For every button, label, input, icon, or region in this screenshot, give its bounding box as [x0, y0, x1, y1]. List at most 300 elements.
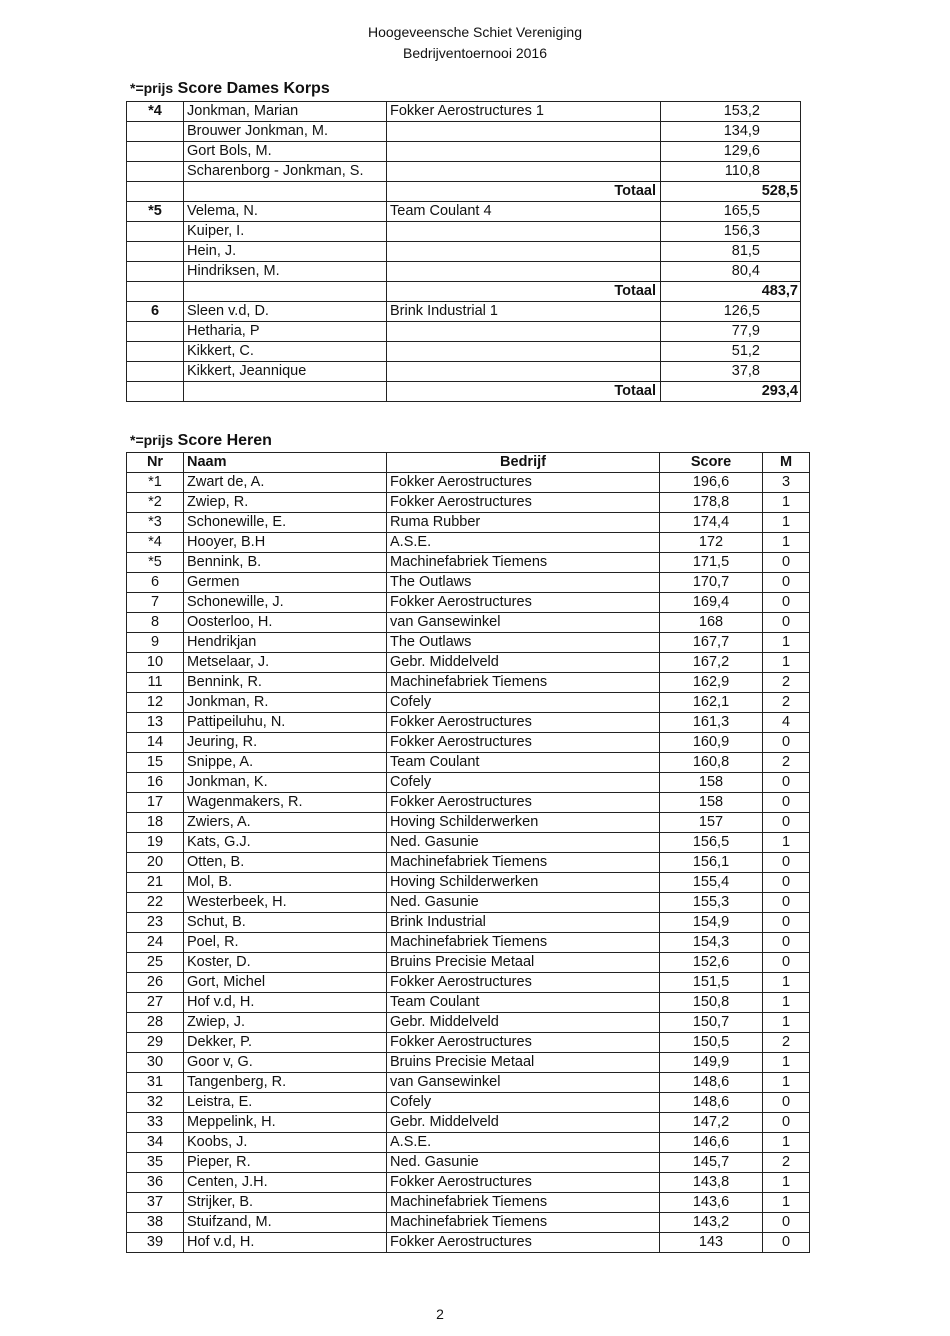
rank-cell: 39: [127, 1233, 184, 1253]
name-cell: Oosterloo, H.: [184, 613, 387, 633]
rank-cell: 6: [127, 302, 184, 322]
m-cell: 1: [763, 1073, 810, 1093]
rank-cell: 8: [127, 613, 184, 633]
score-cell: 80,4: [661, 262, 801, 282]
dames-score-table: [126, 101, 801, 402]
rank-cell: 24: [127, 933, 184, 953]
document-subtitle: Bedrijventoernooi 2016: [403, 45, 547, 61]
name-cell: Mol, B.: [184, 873, 387, 893]
score-cell: 143,2: [660, 1213, 763, 1233]
name-cell: Schut, B.: [184, 913, 387, 933]
score-cell: 51,2: [661, 342, 801, 362]
company-cell: Gebr. Middelveld: [387, 1113, 660, 1133]
m-cell: 0: [763, 933, 810, 953]
m-cell: 0: [763, 733, 810, 753]
column-header-score: Score: [660, 453, 763, 473]
rank-cell: 38: [127, 1213, 184, 1233]
score-cell: 157: [660, 813, 763, 833]
name-cell: Jonkman, R.: [184, 693, 387, 713]
score-cell: 77,9: [661, 322, 801, 342]
heren-table-row: [127, 533, 810, 553]
dames-section-heading: [130, 80, 330, 98]
company-cell: van Gansewinkel: [387, 1073, 660, 1093]
m-cell: 0: [763, 613, 810, 633]
column-header-naam: Naam: [184, 453, 387, 473]
heren-table-row: [127, 973, 810, 993]
score-cell: 81,5: [661, 242, 801, 262]
name-cell: Hindriksen, M.: [184, 262, 387, 282]
m-cell: 1: [763, 533, 810, 553]
rank-cell: 12: [127, 693, 184, 713]
heren-table-row: [127, 1013, 810, 1033]
score-cell: 148,6: [660, 1093, 763, 1113]
heren-table-row: [127, 993, 810, 1013]
name-cell: [184, 282, 387, 302]
heren-table-row: [127, 753, 810, 773]
company-cell: Fokker Aerostructures: [387, 1033, 660, 1053]
rank-cell: 35: [127, 1153, 184, 1173]
score-cell: 148,6: [660, 1073, 763, 1093]
company-cell: Bruins Precisie Metaal: [387, 1053, 660, 1073]
heren-table-row: [127, 833, 810, 853]
m-cell: 0: [763, 773, 810, 793]
page-number: 2: [436, 1306, 444, 1322]
company-cell: Hoving Schilderwerken: [387, 873, 660, 893]
company-cell: [387, 262, 661, 282]
rank-cell: [127, 282, 184, 302]
total-value: 293,4: [661, 382, 801, 402]
company-cell: Cofely: [387, 693, 660, 713]
m-cell: 0: [763, 1113, 810, 1133]
score-cell: 167,7: [660, 633, 763, 653]
name-cell: Zwart de, A.: [184, 473, 387, 493]
rank-cell: [127, 382, 184, 402]
company-cell: Brink Industrial 1: [387, 302, 661, 322]
dames-total-row: [127, 282, 801, 302]
rank-cell: [127, 322, 184, 342]
rank-cell: [127, 262, 184, 282]
company-cell: Team Coulant 4: [387, 202, 661, 222]
score-cell: 172: [660, 533, 763, 553]
heren-table-row: [127, 1133, 810, 1153]
m-cell: 1: [763, 1193, 810, 1213]
m-cell: 0: [763, 573, 810, 593]
rank-cell: 29: [127, 1033, 184, 1053]
company-cell: Ned. Gasunie: [387, 893, 660, 913]
rank-cell: 34: [127, 1133, 184, 1153]
name-cell: Snippe, A.: [184, 753, 387, 773]
m-cell: 0: [763, 553, 810, 573]
name-cell: Pieper, R.: [184, 1153, 387, 1173]
heren-table-row: [127, 853, 810, 873]
m-cell: 1: [763, 1053, 810, 1073]
heren-section-heading: [130, 432, 272, 450]
name-cell: Otten, B.: [184, 853, 387, 873]
score-cell: 152,6: [660, 953, 763, 973]
total-label: Totaal: [387, 182, 661, 202]
score-cell: 143: [660, 1233, 763, 1253]
dames-member-row: [127, 142, 801, 162]
score-cell: 129,6: [661, 142, 801, 162]
heren-table-row: [127, 633, 810, 653]
name-cell: Hof v.d, H.: [184, 993, 387, 1013]
dames-member-row: [127, 322, 801, 342]
score-cell: 147,2: [660, 1113, 763, 1133]
rank-cell: 6: [127, 573, 184, 593]
rank-cell: *4: [127, 533, 184, 553]
name-cell: Kikkert, C.: [184, 342, 387, 362]
total-label: Totaal: [387, 382, 661, 402]
score-cell: 146,6: [660, 1133, 763, 1153]
m-cell: 0: [763, 813, 810, 833]
rank-cell: 19: [127, 833, 184, 853]
rank-cell: 9: [127, 633, 184, 653]
table-header-row: [127, 453, 810, 473]
rank-cell: 13: [127, 713, 184, 733]
dames-member-row: [127, 102, 801, 122]
company-cell: [387, 242, 661, 262]
score-cell: 151,5: [660, 973, 763, 993]
score-cell: 167,2: [660, 653, 763, 673]
name-cell: Poel, R.: [184, 933, 387, 953]
score-cell: 37,8: [661, 362, 801, 382]
score-cell: 158: [660, 793, 763, 813]
score-cell: 160,9: [660, 733, 763, 753]
company-cell: Ned. Gasunie: [387, 1153, 660, 1173]
score-cell: 196,6: [660, 473, 763, 493]
m-cell: 0: [763, 593, 810, 613]
m-cell: 2: [763, 1153, 810, 1173]
name-cell: Centen, J.H.: [184, 1173, 387, 1193]
rank-cell: *4: [127, 102, 184, 122]
company-cell: A.S.E.: [387, 1133, 660, 1153]
name-cell: Goor v, G.: [184, 1053, 387, 1073]
score-cell: 155,4: [660, 873, 763, 893]
m-cell: 2: [763, 673, 810, 693]
score-cell: 143,8: [660, 1173, 763, 1193]
company-cell: Cofely: [387, 1093, 660, 1113]
dames-member-row: [127, 342, 801, 362]
heren-table-row: [127, 813, 810, 833]
score-cell: 165,5: [661, 202, 801, 222]
score-cell: 149,9: [660, 1053, 763, 1073]
name-cell: Zwiep, R.: [184, 493, 387, 513]
heren-table-row: [127, 1073, 810, 1093]
rank-cell: [127, 362, 184, 382]
company-cell: Fokker Aerostructures: [387, 713, 660, 733]
name-cell: Westerbeek, H.: [184, 893, 387, 913]
company-cell: Gebr. Middelveld: [387, 1013, 660, 1033]
name-cell: Hein, J.: [184, 242, 387, 262]
company-cell: Fokker Aerostructures: [387, 733, 660, 753]
score-cell: 143,6: [660, 1193, 763, 1213]
name-cell: Brouwer Jonkman, M.: [184, 122, 387, 142]
name-cell: Wagenmakers, R.: [184, 793, 387, 813]
company-cell: Fokker Aerostructures: [387, 493, 660, 513]
rank-cell: [127, 342, 184, 362]
heren-section-title: Score Heren: [177, 432, 272, 449]
score-cell: 158: [660, 773, 763, 793]
heren-table-row: [127, 593, 810, 613]
heren-table-row: [127, 773, 810, 793]
company-cell: A.S.E.: [387, 533, 660, 553]
score-cell: 162,1: [660, 693, 763, 713]
company-cell: Team Coulant: [387, 753, 660, 773]
heren-table-row: [127, 513, 810, 533]
rank-cell: 25: [127, 953, 184, 973]
company-cell: [387, 322, 661, 342]
rank-cell: 14: [127, 733, 184, 753]
rank-cell: 30: [127, 1053, 184, 1073]
document-title: Hoogeveensche Schiet Vereniging: [367, 24, 583, 40]
company-cell: The Outlaws: [387, 573, 660, 593]
heren-table-row: [127, 793, 810, 813]
heren-table-row: [127, 1093, 810, 1113]
rank-cell: [127, 242, 184, 262]
dames-total-row: [127, 382, 801, 402]
total-value: 528,5: [661, 182, 801, 202]
name-cell: Jeuring, R.: [184, 733, 387, 753]
column-header-bedrijf: Bedrijf: [387, 453, 660, 473]
m-cell: 0: [763, 853, 810, 873]
name-cell: Jonkman, Marian: [184, 102, 387, 122]
company-cell: [387, 342, 661, 362]
column-header-m: M: [763, 453, 810, 473]
rank-cell: 31: [127, 1073, 184, 1093]
rank-cell: *2: [127, 493, 184, 513]
name-cell: Strijker, B.: [184, 1193, 387, 1213]
name-cell: Meppelink, H.: [184, 1113, 387, 1133]
m-cell: 0: [763, 1233, 810, 1253]
m-cell: 3: [763, 473, 810, 493]
score-cell: 174,4: [660, 513, 763, 533]
rank-cell: 15: [127, 753, 184, 773]
company-cell: [387, 122, 661, 142]
score-cell: 162,9: [660, 673, 763, 693]
company-cell: Ruma Rubber: [387, 513, 660, 533]
name-cell: Leistra, E.: [184, 1093, 387, 1113]
name-cell: Zwiers, A.: [184, 813, 387, 833]
rank-cell: 33: [127, 1113, 184, 1133]
name-cell: Gort, Michel: [184, 973, 387, 993]
rank-cell: [127, 142, 184, 162]
name-cell: Jonkman, K.: [184, 773, 387, 793]
heren-table-row: [127, 1233, 810, 1253]
score-cell: 150,8: [660, 993, 763, 1013]
name-cell: Gort Bols, M.: [184, 142, 387, 162]
name-cell: Kats, G.J.: [184, 833, 387, 853]
company-cell: Fokker Aerostructures 1: [387, 102, 661, 122]
company-cell: Team Coulant: [387, 993, 660, 1013]
m-cell: 1: [763, 513, 810, 533]
rank-cell: 28: [127, 1013, 184, 1033]
rank-cell: 26: [127, 973, 184, 993]
company-cell: Machinefabriek Tiemens: [387, 933, 660, 953]
dames-section-title: Score Dames Korps: [177, 80, 330, 97]
score-cell: 154,9: [660, 913, 763, 933]
rank-cell: *1: [127, 473, 184, 493]
company-cell: Brink Industrial: [387, 913, 660, 933]
score-cell: 150,7: [660, 1013, 763, 1033]
rank-cell: *3: [127, 513, 184, 533]
name-cell: Kuiper, I.: [184, 222, 387, 242]
rank-cell: 16: [127, 773, 184, 793]
company-cell: Machinefabriek Tiemens: [387, 553, 660, 573]
company-cell: The Outlaws: [387, 633, 660, 653]
heren-table-row: [127, 1213, 810, 1233]
m-cell: 0: [763, 1213, 810, 1233]
name-cell: Hooyer, B.H: [184, 533, 387, 553]
rank-cell: [127, 182, 184, 202]
score-cell: 160,8: [660, 753, 763, 773]
score-cell: 134,9: [661, 122, 801, 142]
company-cell: Machinefabriek Tiemens: [387, 673, 660, 693]
score-cell: 170,7: [660, 573, 763, 593]
dames-total-row: [127, 182, 801, 202]
m-cell: 1: [763, 493, 810, 513]
heren-table-row: [127, 893, 810, 913]
name-cell: Schonewille, J.: [184, 593, 387, 613]
name-cell: Sleen v.d, D.: [184, 302, 387, 322]
rank-cell: 32: [127, 1093, 184, 1113]
total-label: Totaal: [387, 282, 661, 302]
score-cell: 110,8: [661, 162, 801, 182]
total-value: 483,7: [661, 282, 801, 302]
m-cell: 0: [763, 873, 810, 893]
company-cell: [387, 222, 661, 242]
name-cell: Velema, N.: [184, 202, 387, 222]
dames-member-row: [127, 242, 801, 262]
score-cell: 161,3: [660, 713, 763, 733]
rank-cell: 21: [127, 873, 184, 893]
m-cell: 0: [763, 893, 810, 913]
dames-member-row: [127, 222, 801, 242]
name-cell: Hetharia, P: [184, 322, 387, 342]
heren-table-row: [127, 1173, 810, 1193]
name-cell: Dekker, P.: [184, 1033, 387, 1053]
m-cell: 2: [763, 753, 810, 773]
name-cell: Koobs, J.: [184, 1133, 387, 1153]
heren-table-row: [127, 553, 810, 573]
heren-table-row: [127, 1193, 810, 1213]
m-cell: 1: [763, 653, 810, 673]
m-cell: 0: [763, 1093, 810, 1113]
company-cell: [387, 362, 661, 382]
score-cell: 156,3: [661, 222, 801, 242]
heren-table-row: [127, 953, 810, 973]
rank-cell: [127, 162, 184, 182]
score-cell: 145,7: [660, 1153, 763, 1173]
company-cell: Fokker Aerostructures: [387, 593, 660, 613]
dames-member-row: [127, 262, 801, 282]
score-cell: 153,2: [661, 102, 801, 122]
company-cell: Fokker Aerostructures: [387, 1173, 660, 1193]
m-cell: 2: [763, 1033, 810, 1053]
company-cell: Fokker Aerostructures: [387, 793, 660, 813]
name-cell: Hendrikjan: [184, 633, 387, 653]
dames-member-row: [127, 302, 801, 322]
m-cell: 1: [763, 1133, 810, 1153]
m-cell: 1: [763, 993, 810, 1013]
rank-cell: 17: [127, 793, 184, 813]
company-cell: Fokker Aerostructures: [387, 973, 660, 993]
rank-cell: [127, 122, 184, 142]
name-cell: Tangenberg, R.: [184, 1073, 387, 1093]
company-cell: Ned. Gasunie: [387, 833, 660, 853]
score-cell: 168: [660, 613, 763, 633]
m-cell: 4: [763, 713, 810, 733]
company-cell: Fokker Aerostructures: [387, 1233, 660, 1253]
company-cell: Gebr. Middelveld: [387, 653, 660, 673]
rank-cell: 10: [127, 653, 184, 673]
name-cell: Germen: [184, 573, 387, 593]
name-cell: Koster, D.: [184, 953, 387, 973]
heren-table-row: [127, 1033, 810, 1053]
m-cell: 0: [763, 953, 810, 973]
rank-cell: [127, 222, 184, 242]
heren-table-row: [127, 1153, 810, 1173]
heren-table-row: [127, 573, 810, 593]
company-cell: Machinefabriek Tiemens: [387, 1193, 660, 1213]
rank-cell: *5: [127, 553, 184, 573]
company-cell: Cofely: [387, 773, 660, 793]
name-cell: [184, 382, 387, 402]
heren-table-row: [127, 653, 810, 673]
heren-table-row: [127, 733, 810, 753]
heren-table-row: [127, 873, 810, 893]
company-cell: van Gansewinkel: [387, 613, 660, 633]
m-cell: 2: [763, 693, 810, 713]
dames-member-row: [127, 162, 801, 182]
rank-cell: 23: [127, 913, 184, 933]
score-cell: 155,3: [660, 893, 763, 913]
rank-cell: 27: [127, 993, 184, 1013]
heren-table-row: [127, 493, 810, 513]
rank-cell: 22: [127, 893, 184, 913]
heren-table-row: [127, 1053, 810, 1073]
name-cell: Metselaar, J.: [184, 653, 387, 673]
score-cell: 169,4: [660, 593, 763, 613]
m-cell: 1: [763, 833, 810, 853]
rank-cell: 36: [127, 1173, 184, 1193]
m-cell: 0: [763, 793, 810, 813]
dames-member-row: [127, 362, 801, 382]
name-cell: Pattipeiluhu, N.: [184, 713, 387, 733]
company-cell: Bruins Precisie Metaal: [387, 953, 660, 973]
name-cell: Stuifzand, M.: [184, 1213, 387, 1233]
heren-table-row: [127, 1113, 810, 1133]
company-cell: Hoving Schilderwerken: [387, 813, 660, 833]
score-cell: 126,5: [661, 302, 801, 322]
company-cell: [387, 162, 661, 182]
heren-table-row: [127, 933, 810, 953]
dames-member-row: [127, 122, 801, 142]
score-cell: 178,8: [660, 493, 763, 513]
rank-cell: 11: [127, 673, 184, 693]
prize-legend: *=prijs: [130, 80, 174, 96]
name-cell: Bennink, B.: [184, 553, 387, 573]
heren-table-row: [127, 693, 810, 713]
name-cell: Bennink, R.: [184, 673, 387, 693]
heren-table-row: [127, 913, 810, 933]
m-cell: 0: [763, 913, 810, 933]
name-cell: [184, 182, 387, 202]
rank-cell: 20: [127, 853, 184, 873]
rank-cell: 37: [127, 1193, 184, 1213]
company-cell: Fokker Aerostructures: [387, 473, 660, 493]
prize-legend: *=prijs: [130, 432, 174, 448]
heren-table-row: [127, 673, 810, 693]
